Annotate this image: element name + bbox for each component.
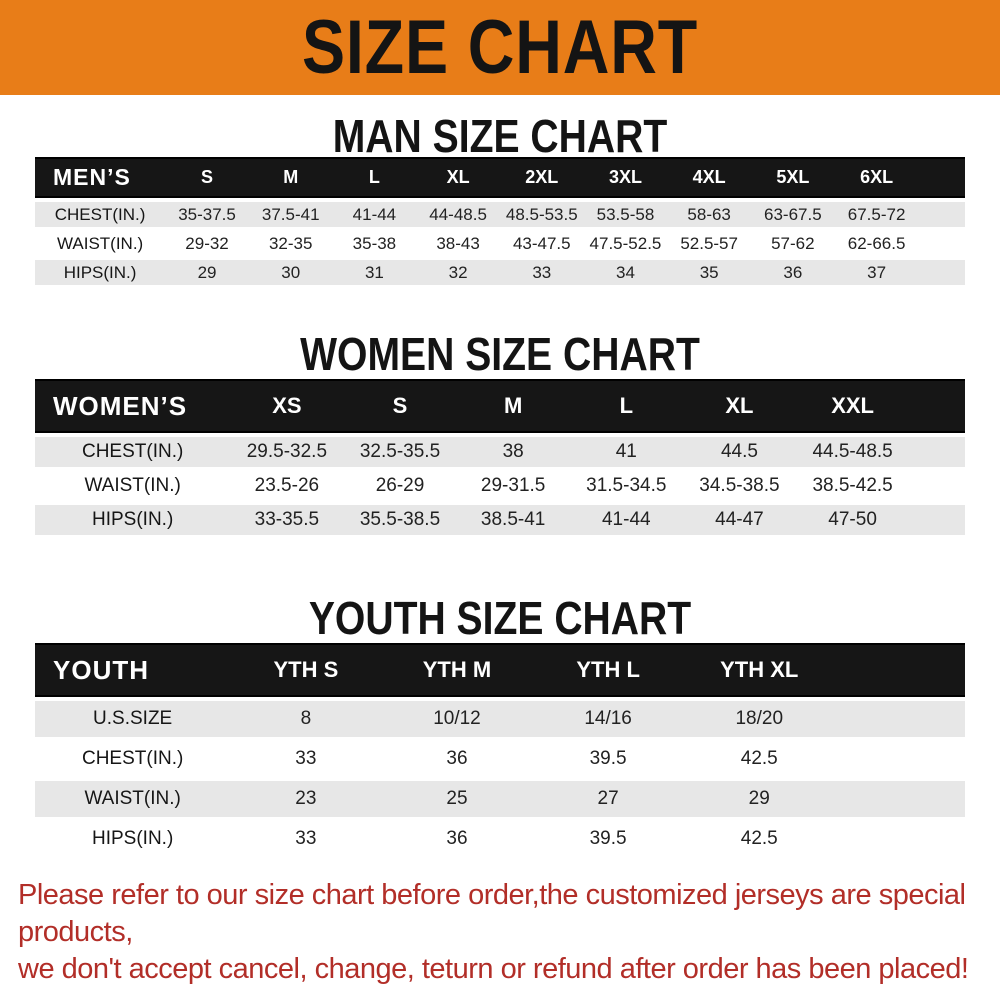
man-section-heading: MAN SIZE CHART <box>332 110 668 162</box>
spacer-cell <box>835 821 965 857</box>
women-column-header: XL <box>683 379 796 433</box>
size-value: 42.5 <box>684 821 835 857</box>
footer-line-2: we don't accept cancel, change, teturn or refund after order has been placed! <box>18 953 969 985</box>
youth-table-corner-label: YOUTH <box>35 643 230 697</box>
row-label: HIPS(IN.) <box>35 505 230 535</box>
youth-hips-row <box>35 821 965 857</box>
youth-column-header: YTH XL <box>684 643 835 697</box>
youth-column-header: YTH M <box>381 643 532 697</box>
man-table-corner-label: MEN’S <box>35 157 165 198</box>
spacer-cell <box>835 781 965 817</box>
size-value: 35 <box>667 260 751 285</box>
youth-column-header: YTH L <box>533 643 684 697</box>
size-value: 47-50 <box>796 505 909 535</box>
size-value: 33 <box>230 821 381 857</box>
size-value: 39.5 <box>533 821 684 857</box>
size-value: 37 <box>835 260 919 285</box>
size-value: 8 <box>230 701 381 737</box>
size-value: 33-35.5 <box>230 505 343 535</box>
women-chest-row <box>35 437 965 467</box>
size-value: 32-35 <box>249 231 333 256</box>
size-value: 39.5 <box>533 741 684 777</box>
spacer-cell <box>835 643 965 697</box>
spacer-cell <box>919 202 966 227</box>
page-title: SIZE CHART <box>301 5 699 90</box>
size-value: 26-29 <box>343 471 456 501</box>
row-label: CHEST(IN.) <box>35 437 230 467</box>
size-value: 29.5-32.5 <box>230 437 343 467</box>
youth-waist-row <box>35 781 965 817</box>
size-value: 29-31.5 <box>457 471 570 501</box>
women-table-corner-label: WOMEN’S <box>35 379 230 433</box>
man-hips-row <box>35 260 965 285</box>
women-table-header-row <box>35 379 965 433</box>
size-value: 48.5-53.5 <box>500 202 584 227</box>
man-column-header: 3XL <box>584 157 668 198</box>
women-column-header: XS <box>230 379 343 433</box>
size-value: 29-32 <box>165 231 249 256</box>
row-label: HIPS(IN.) <box>35 260 165 285</box>
man-column-header: M <box>249 157 333 198</box>
man-column-header: 6XL <box>835 157 919 198</box>
size-value: 38 <box>457 437 570 467</box>
row-label: HIPS(IN.) <box>35 821 230 857</box>
size-value: 38-43 <box>416 231 500 256</box>
footer-note <box>18 877 986 988</box>
women-hips-row <box>35 505 965 535</box>
spacer-cell <box>919 260 966 285</box>
man-column-header: 4XL <box>667 157 751 198</box>
size-value: 29 <box>165 260 249 285</box>
size-value: 37.5-41 <box>249 202 333 227</box>
size-value: 57-62 <box>751 231 835 256</box>
size-value: 27 <box>533 781 684 817</box>
banner <box>0 0 1000 95</box>
size-value: 36 <box>751 260 835 285</box>
footer-line-1: Please refer to our size chart before order,the customized jerseys are special products, <box>18 879 966 948</box>
size-value: 63-67.5 <box>751 202 835 227</box>
youth-size-table <box>35 639 965 861</box>
size-value: 18/20 <box>684 701 835 737</box>
spacer-cell <box>835 741 965 777</box>
row-label: CHEST(IN.) <box>35 202 165 227</box>
size-value: 36 <box>381 821 532 857</box>
row-label: WAIST(IN.) <box>35 781 230 817</box>
size-value: 34 <box>584 260 668 285</box>
size-value: 58-63 <box>667 202 751 227</box>
size-value: 53.5-58 <box>584 202 668 227</box>
youth-chest-row <box>35 741 965 777</box>
man-size-table <box>35 153 965 289</box>
size-value: 29 <box>684 781 835 817</box>
women-waist-row <box>35 471 965 501</box>
women-column-header: S <box>343 379 456 433</box>
size-value: 44-48.5 <box>416 202 500 227</box>
youth-ussize-row <box>35 701 965 737</box>
man-column-header: S <box>165 157 249 198</box>
size-value: 33 <box>230 741 381 777</box>
size-value: 23 <box>230 781 381 817</box>
size-value: 32 <box>416 260 500 285</box>
spacer-cell <box>919 231 966 256</box>
size-value: 43-47.5 <box>500 231 584 256</box>
size-value: 41-44 <box>570 505 683 535</box>
size-value: 67.5-72 <box>835 202 919 227</box>
size-value: 33 <box>500 260 584 285</box>
size-value: 38.5-42.5 <box>796 471 909 501</box>
size-value: 31 <box>333 260 417 285</box>
women-column-header: XXL <box>796 379 909 433</box>
size-value: 14/16 <box>533 701 684 737</box>
spacer-cell <box>835 701 965 737</box>
size-value: 30 <box>249 260 333 285</box>
size-value: 47.5-52.5 <box>584 231 668 256</box>
size-value: 34.5-38.5 <box>683 471 796 501</box>
women-column-header: L <box>570 379 683 433</box>
man-column-header: 2XL <box>500 157 584 198</box>
man-table-header-row <box>35 157 965 198</box>
size-value: 41 <box>570 437 683 467</box>
size-value: 35-38 <box>333 231 417 256</box>
man-chest-row <box>35 202 965 227</box>
youth-table-header-row <box>35 643 965 697</box>
size-value: 41-44 <box>333 202 417 227</box>
spacer-cell <box>909 505 965 535</box>
size-value: 42.5 <box>684 741 835 777</box>
size-value: 25 <box>381 781 532 817</box>
spacer-cell <box>909 437 965 467</box>
man-column-header: XL <box>416 157 500 198</box>
size-value: 10/12 <box>381 701 532 737</box>
size-value: 32.5-35.5 <box>343 437 456 467</box>
size-value: 31.5-34.5 <box>570 471 683 501</box>
size-value: 62-66.5 <box>835 231 919 256</box>
size-value: 23.5-26 <box>230 471 343 501</box>
size-value: 44.5-48.5 <box>796 437 909 467</box>
spacer-cell <box>909 379 965 433</box>
size-value: 36 <box>381 741 532 777</box>
size-value: 44-47 <box>683 505 796 535</box>
size-value: 35.5-38.5 <box>343 505 456 535</box>
spacer-cell <box>919 157 966 198</box>
man-column-header: L <box>333 157 417 198</box>
man-column-header: 5XL <box>751 157 835 198</box>
size-value: 52.5-57 <box>667 231 751 256</box>
women-size-table <box>35 375 965 539</box>
row-label: WAIST(IN.) <box>35 471 230 501</box>
row-label: WAIST(IN.) <box>35 231 165 256</box>
man-waist-row <box>35 231 965 256</box>
women-section-heading: WOMEN SIZE CHART <box>300 328 700 380</box>
youth-section-heading: YOUTH SIZE CHART <box>308 592 692 644</box>
size-value: 35-37.5 <box>165 202 249 227</box>
row-label: U.S.SIZE <box>35 701 230 737</box>
youth-column-header: YTH S <box>230 643 381 697</box>
row-label: CHEST(IN.) <box>35 741 230 777</box>
spacer-cell <box>909 471 965 501</box>
size-value: 44.5 <box>683 437 796 467</box>
women-column-header: M <box>457 379 570 433</box>
size-value: 38.5-41 <box>457 505 570 535</box>
